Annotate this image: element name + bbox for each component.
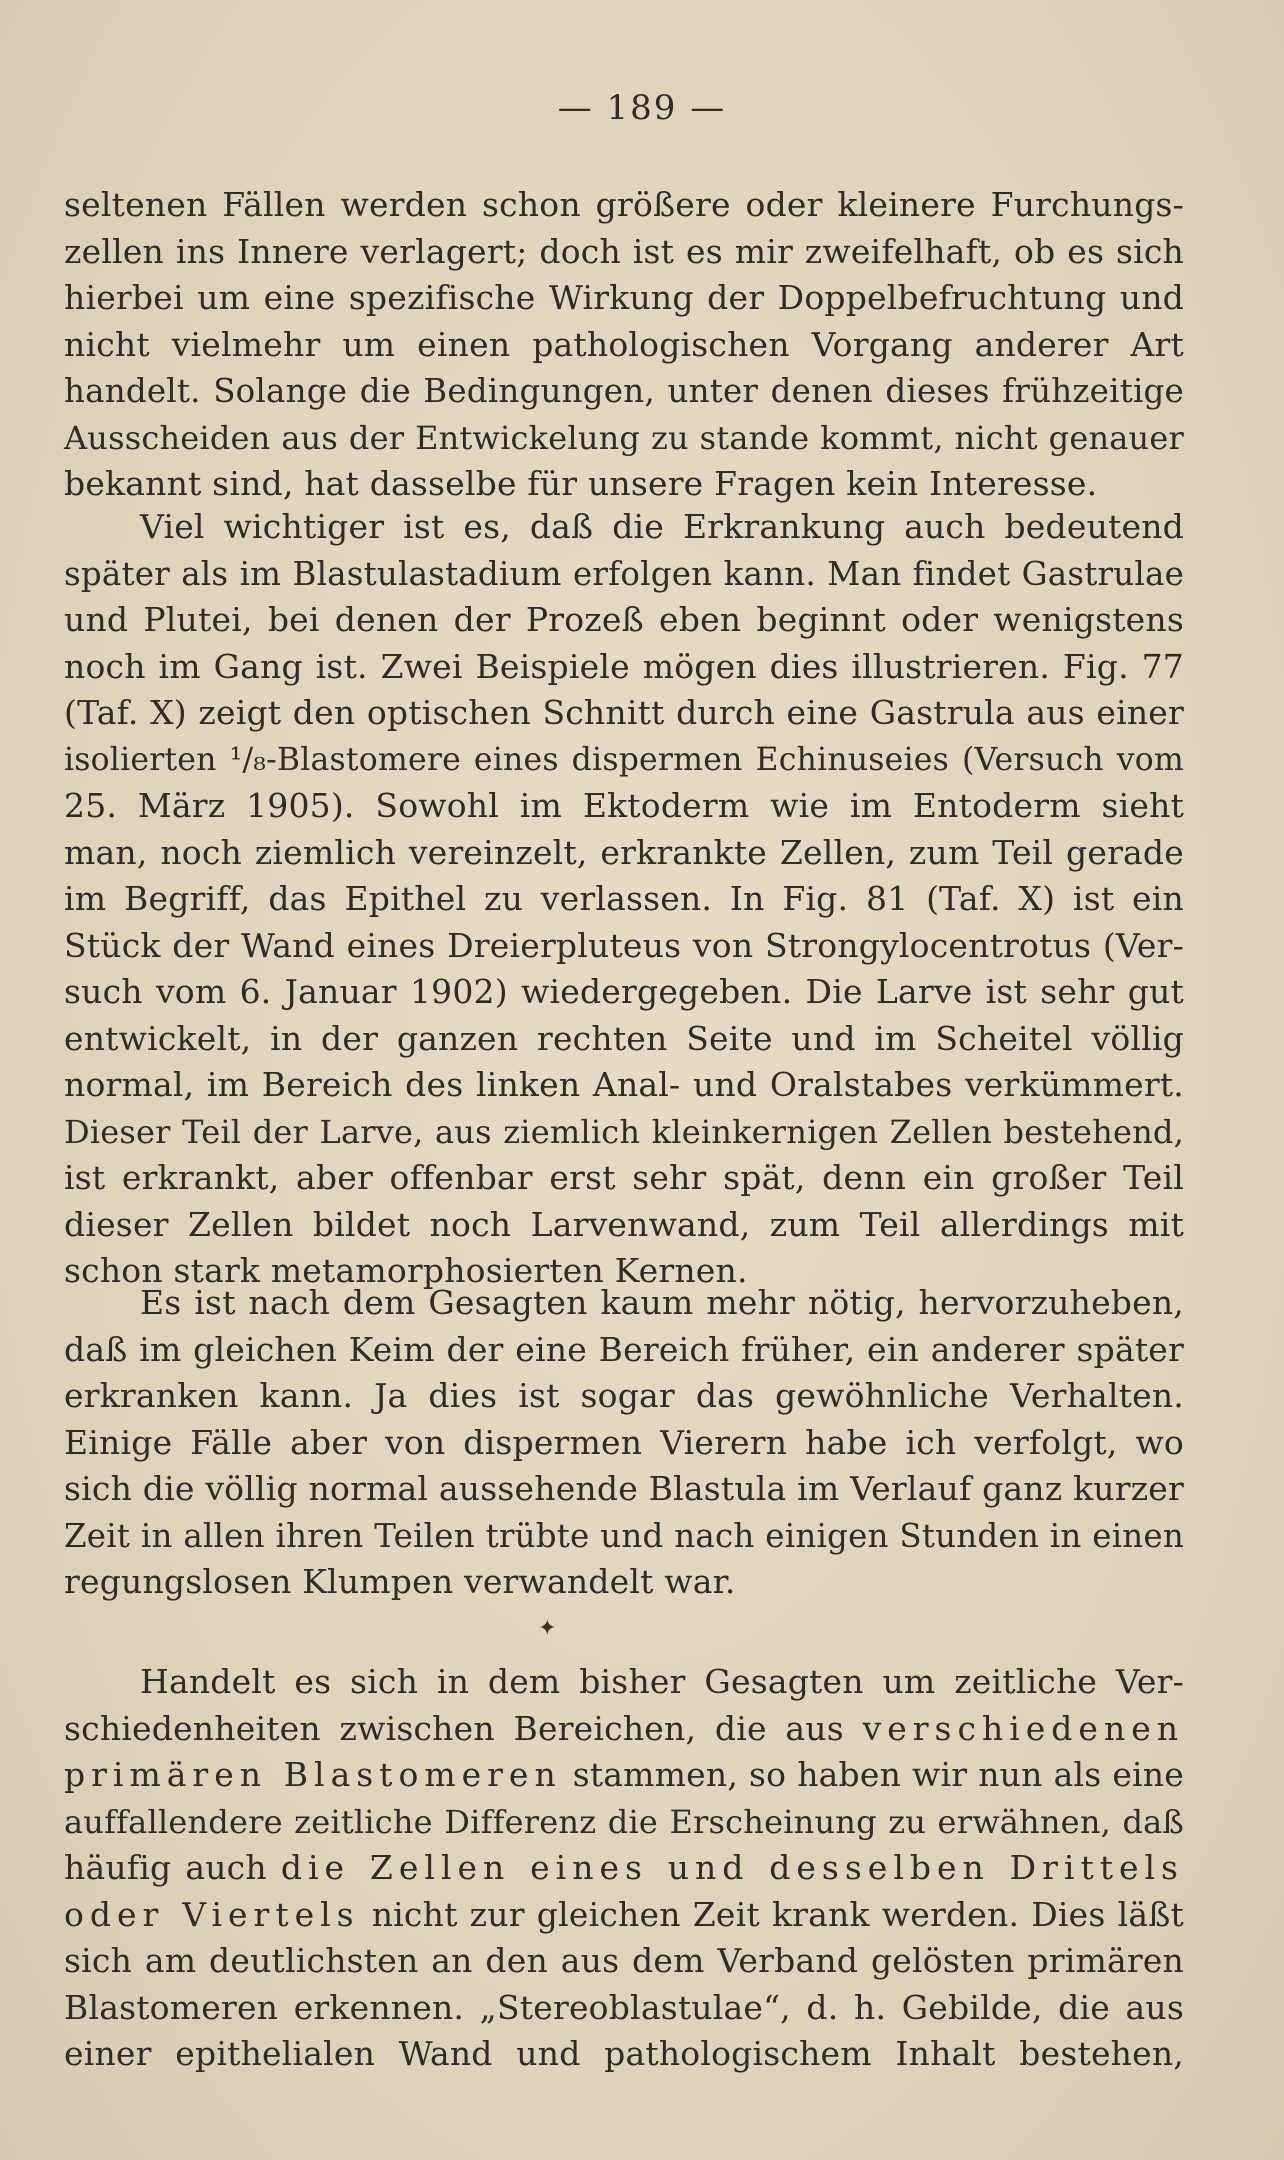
text-line <box>64 1706 1184 1753</box>
text-line <box>64 1845 1184 1892</box>
text-line: Ausscheiden aus der Entwickelung zu stande kommt, nicht genauer <box>64 418 1184 457</box>
text-line: daß im gleichen Keim der eine Bereich früher, ein anderer später <box>64 1329 1184 1369</box>
emphasized-text: primären Blastomeren <box>64 1755 562 1794</box>
text-line: Einige Fälle aber von dispermen Vierern habe ich verfolgt, wo <box>64 1422 1184 1462</box>
text-line: Blastomeren erkennen. „Stereoblastulae“, d. h. Gebilde, die aus <box>64 1987 1184 2027</box>
text-line <box>64 1752 1184 1799</box>
text-line: handelt. Solange die Bedingungen, unter denen dieses frühzeitige <box>64 372 1184 410</box>
text-line: Handelt es sich in dem bisher Gesagten um zeitliche Ver- <box>140 1662 1184 1701</box>
text-line: später als im Blastulastadium erfolgen kann. Man findet Gastrulae <box>64 554 1184 593</box>
text-run: schiedenheiten zwischen Bereichen, die aus <box>64 1708 863 1748</box>
text-line: Viel wichtiger ist es, daß die Erkrankung auch bedeutend <box>140 507 1184 546</box>
text-line: bekannt sind, hat dasselbe für unsere Fragen kein Interesse. <box>64 464 1098 503</box>
text-line: zellen ins Innere verlagert; doch ist es mir zweifelhaft, ob es sich <box>64 231 1184 271</box>
section-mark: ✦ <box>538 1616 557 1641</box>
emphasized-text: oder Viertels <box>64 1894 360 1934</box>
text-line: erkranken kann. Ja dies ist sogar das gewöhnliche Verhalten. <box>64 1376 1184 1415</box>
emphasized-text: die Zellen eines und desselben Drittels <box>280 1848 1184 1887</box>
text-line: seltenen Fällen werden schon größere oder kleinere Furchungs- <box>64 185 1184 224</box>
text-line: man, noch ziemlich vereinzelt, erkrankte Zellen, zum Teil gerade <box>64 832 1184 872</box>
text-run: stammen, so haben wir nun als eine <box>561 1755 1184 1794</box>
text-line: such vom 6. Januar 1902) wiedergegeben. Die Larve ist sehr gut <box>64 972 1184 1011</box>
text-line: sich die völlig normal aussehende Blastula im Verlauf ganz kurzer <box>64 1469 1184 1508</box>
text-line: 25. März 1905). Sowohl im Ektoderm wie im Entoderm sieht <box>64 786 1184 825</box>
text-line: (Taf. X) zeigt den optischen Schnitt durch eine Gastrula aus einer <box>64 693 1184 732</box>
page-number: — 189 — <box>557 88 727 128</box>
text-line: Zeit in allen ihren Teilen trübte und nach einigen Stunden in einen <box>64 1516 1184 1555</box>
text-line: entwickelt, in der ganzen rechten Seite und im Scheitel völlig <box>64 1018 1184 1058</box>
text-line: nicht vielmehr um einen pathologischen Vorgang anderer Art <box>64 324 1184 364</box>
text-run: häufig auch <box>64 1848 281 1887</box>
text-line: hierbei um eine spezifische Wirkung der Doppelbefruchtung und <box>64 278 1184 317</box>
paragraph-1 <box>64 182 1184 508</box>
text-line: sich am deutlichsten an den aus dem Verband gelösten primären <box>64 1941 1184 1980</box>
text-line: und Plutei, bei denen der Prozeß eben beginnt oder wenigstens <box>64 600 1184 639</box>
text-line: regungslosen Klumpen verwandelt war. <box>64 1562 736 1601</box>
text-line: schon stark metamorphosierten Kernen. <box>64 1251 748 1290</box>
emphasized-text: verschiedenen <box>862 1708 1184 1748</box>
text-line: noch im Gang ist. Zwei Beispiele mögen dies illustrieren. Fig. 77 <box>64 646 1184 686</box>
text-line: ist erkrankt, aber offenbar erst sehr spät, denn ein großer Teil <box>64 1158 1184 1197</box>
text-line: auffallendere zeitliche Differenz die Erscheinung zu erwähnen, daß <box>64 1802 1184 1841</box>
text-line: einer epithelialen Wand und pathologischem Inhalt bestehen, <box>64 2034 1184 2073</box>
text-line: normal, im Bereich des linken Anal- und Oralstabes verkümmert. <box>64 1065 1184 1104</box>
text-line: Stück der Wand eines Dreierpluteus von Strongylocentrotus (Ver- <box>64 925 1184 965</box>
paragraph-3 <box>64 1280 1184 1606</box>
text-line: Dieser Teil der Larve, aus ziemlich kleinkernigen Zellen bestehend, <box>64 1112 1184 1151</box>
text-line <box>64 1892 1184 1939</box>
text-line: im Begriff, das Epithel zu verlassen. In Fig. 81 (Taf. X) ist ein <box>64 879 1184 918</box>
text-line: dieser Zellen bildet noch Larvenwand, zum Teil allerdings mit <box>64 1204 1184 1244</box>
text-line: Es ist nach dem Gesagten kaum mehr nötig, hervorzuheben, <box>140 1283 1184 1322</box>
text-line: isolierten ¹/₈-Blastomere eines dispermen Echinuseies (Versuch vom <box>64 741 1184 778</box>
paragraph-2 <box>64 504 1184 1295</box>
text-run: nicht zur gleichen Zeit krank werden. Dies läßt <box>359 1894 1184 1934</box>
paragraph-4 <box>64 1659 1184 2078</box>
